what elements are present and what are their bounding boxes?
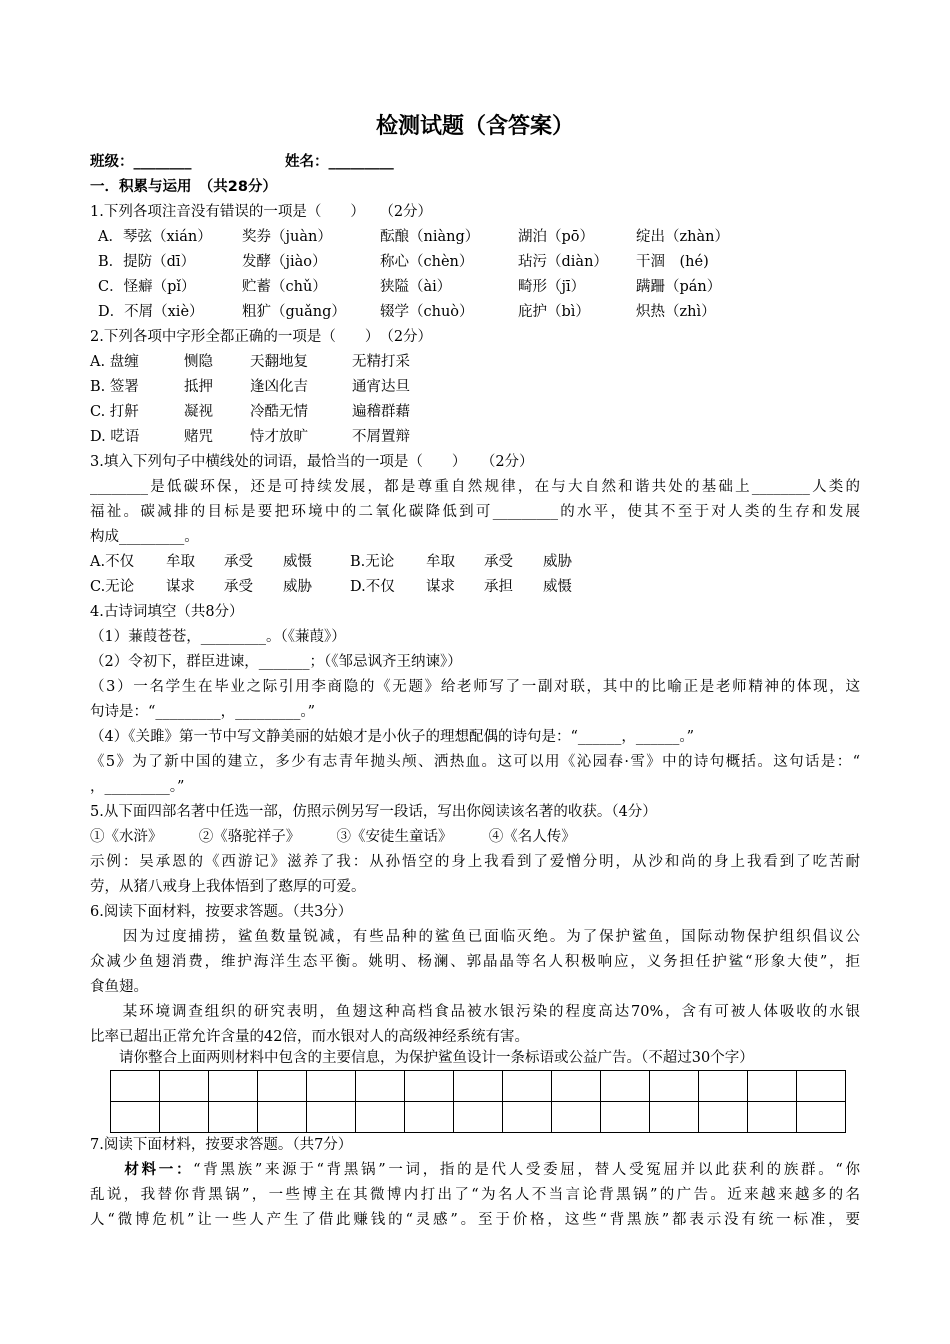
option-cell: 无精打采: [352, 354, 410, 370]
material-paragraph: 某环境调查组织的研究表明，鱼翅这种高档食品被水银污染的程度高达70%，含有可被人体吸收的水银: [90, 1004, 860, 1020]
option-cell: 湖泊（pō）: [518, 229, 595, 245]
option-cell: 畸形（jī）: [518, 279, 586, 295]
option-cell: 发酵（jiào）: [242, 254, 327, 270]
option-cell: 恃才放旷: [250, 429, 308, 445]
option-cell: 庇护（bì）: [518, 304, 590, 320]
option-cell: 辍学（chuò）: [380, 304, 474, 320]
poem-item: （3）一名学生在毕业之际引用李商隐的《无题》给老师写了一副对联，其中的比喻正是老师精神的体现，这: [90, 679, 860, 695]
option-cell: 称心（chèn）: [380, 254, 474, 270]
option-cell: 玷污（diàn）: [518, 254, 608, 270]
poem-item: 《5》为了新中国的建立，多少有志青年抛头颅、洒热血。这可以用《沁园春·雪》中的诗句概括。这句话是：“: [90, 754, 860, 770]
option-cell: 贮蓄（chǔ）: [242, 279, 327, 295]
option-cell: 冷酷无情: [250, 404, 308, 420]
option-cell: 承受: [224, 579, 253, 595]
material-one: [90, 1160, 860, 1180]
poem-item: （1）蒹葭苍苍，_________。（《蒹葭》）: [90, 629, 346, 645]
name-label: 姓名：_________: [285, 154, 394, 170]
option-cell: 威胁: [283, 579, 312, 595]
material-text: 乱说，我替你背黑锅”，一些博主在其微博内打出了“为名人不当言论背黑锅”的广告。近来越来越多的名: [90, 1187, 860, 1203]
option-cell: 不屑置辩: [352, 429, 410, 445]
option-cell: A. 盘缠: [90, 354, 139, 370]
option-cell: 遍稽群藉: [352, 404, 410, 420]
option-cell: 承受: [224, 554, 253, 570]
option-cell: D. 呓语: [90, 429, 140, 445]
question-3-stem: 3.填入下列句子中横线处的词语，最恰当的一项是（ ） （2分）: [90, 454, 534, 470]
option-cell: 奖券（juàn）: [242, 229, 332, 245]
question-3-text: ________是低碳环保，还是可持续发展，都是尊重自然规律，在与大自然和谐共处的基础上________人类的: [90, 479, 860, 495]
option-cell: B．提防（dī）: [98, 254, 196, 270]
example-text: 劳，从猪八戒身上我体悟到了憨厚的可爱。: [90, 879, 366, 895]
question-3-text: 构成_________。: [90, 529, 199, 545]
question-5-stem: 5.从下面四部名著中任选一部，仿照示例另写一段话，写出你阅读该名著的收获。（4分）: [90, 804, 657, 820]
option-cell: 炽热（zhì）: [636, 304, 716, 320]
option-cell: D.不仅: [350, 579, 395, 595]
book-list: ①《水浒》 ②《骆驼祥子》 ③《安徒生童话》 ④《名人传》: [90, 829, 576, 845]
option-cell: 蹒跚（pán）: [636, 279, 722, 295]
section-heading: 一．积累与运用 （共28分）: [90, 179, 277, 195]
option-cell: A.不仅: [90, 554, 135, 570]
option-cell: A．琴弦（xián）: [98, 229, 212, 245]
material-text: 人“微博危机”让一些人产生了借此赚钱的“灵感”。至于价格，这些“背黑族”都表示没有统一标准，要: [90, 1212, 860, 1228]
poem-item: 句诗是：“_________，_________。”: [90, 704, 316, 720]
option-cell: 承受: [484, 554, 513, 570]
poem-item: （4）《关雎》第一节中写文静美丽的姑娘才是小伙子的理想配偶的诗句是：“______，______。”: [90, 729, 695, 745]
option-cell: 谋求: [166, 579, 195, 595]
poem-item: ，_________。”: [90, 779, 185, 795]
question-6-instruction: 请你整合上面两则材料中包含的主要信息，为保护鲨鱼设计一条标语或公益广告。（不超过30个字）: [90, 1050, 754, 1066]
option-cell: 绽出（zhàn）: [636, 229, 729, 245]
option-cell: B.无论: [350, 554, 395, 570]
option-cell: 威慑: [283, 554, 312, 570]
option-cell: 威胁: [543, 554, 572, 570]
poem-item: （2）令初下，群臣进谏，_______；（《邹忌讽齐王纳谏》）: [90, 654, 462, 670]
answer-grid[interactable]: [110, 1070, 846, 1133]
option-cell: B. 签署: [90, 379, 139, 395]
option-cell: 逢凶化吉: [250, 379, 308, 395]
option-cell: D．不屑（xiè）: [98, 304, 204, 320]
option-cell: 威慑: [543, 579, 572, 595]
option-cell: 赌咒: [184, 429, 213, 445]
question-1-stem: 1.下列各项注音没有错误的一项是（ ） （2分）: [90, 204, 433, 220]
option-cell: 酝酿（niàng）: [380, 229, 480, 245]
material-paragraph: 众减少鱼翅消费，维护海洋生态平衡。姚明、杨澜、郭晶晶等名人积极响应，义务担任护鲨“形象大使”，拒: [90, 954, 860, 970]
option-cell: C.无论: [90, 579, 135, 595]
page-title: 检测试题（含答案）: [375, 114, 574, 139]
class-label: 班级：________: [90, 154, 192, 170]
option-cell: 狭隘（ài）: [380, 279, 452, 295]
question-3-text: 福祉。碳减排的目标是要把环境中的二氧化碳降低到可_________的水平，使其不至于对人类的生存和发展: [90, 504, 860, 520]
option-cell: 通宵达旦: [352, 379, 410, 395]
material-text: “背黑族”来源于“背黑锅”一词，指的是代人受委屈，替人受冤屈并以此获利的族群。“你: [193, 1162, 861, 1178]
example-text: 示例：吴承恩的《西游记》滋养了我：从孙悟空的身上我看到了爱憎分明，从沙和尚的身上我看到了吃苦耐: [90, 854, 860, 870]
option-cell: 粗犷（guǎng）: [242, 304, 346, 320]
option-cell: 凝视: [184, 404, 213, 420]
option-cell: 牟取: [166, 554, 195, 570]
material-paragraph: 食鱼翅。: [90, 979, 148, 995]
question-2-stem: 2.下列各项中字形全都正确的一项是（ ） （2分）: [90, 329, 433, 345]
material-label: 材料一：: [124, 1162, 194, 1178]
material-paragraph: 比率已超出正常允许含量的42倍，而水银对人的高级神经系统有害。: [90, 1029, 529, 1045]
option-cell: 牟取: [426, 554, 455, 570]
option-cell: 天翻地复: [250, 354, 308, 370]
option-cell: C．怪癖（pǐ）: [98, 279, 196, 295]
option-cell: 抵押: [184, 379, 213, 395]
question-7-stem: 7.阅读下面材料，按要求答题。（共7分）: [90, 1137, 353, 1153]
option-cell: 干涸 (hé): [636, 254, 709, 270]
question-6-stem: 6.阅读下面材料，按要求答题。（共3分）: [90, 904, 353, 920]
option-cell: 承担: [484, 579, 513, 595]
option-cell: 谋求: [426, 579, 455, 595]
material-paragraph: 因为过度捕捞，鲨鱼数量锐减，有些品种的鲨鱼已面临灭绝。为了保护鲨鱼，国际动物保护组织倡议公: [90, 929, 860, 945]
option-cell: 恻隐: [184, 354, 213, 370]
option-cell: C. 打鼾: [90, 404, 139, 420]
question-4-stem: 4.古诗词填空（共8分）: [90, 604, 244, 620]
